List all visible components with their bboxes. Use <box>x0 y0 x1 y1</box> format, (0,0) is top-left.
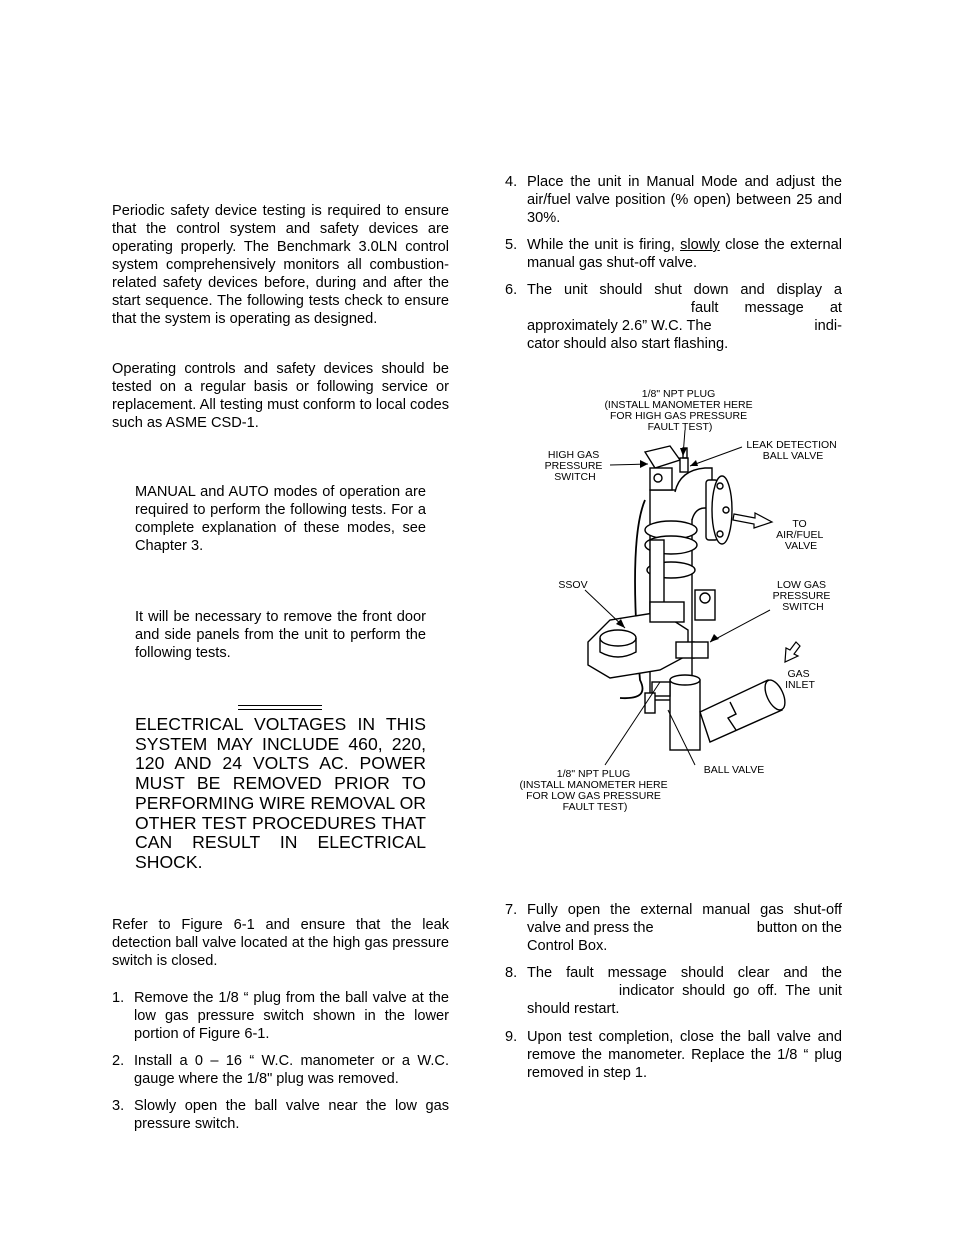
label-line: VALVE <box>784 540 818 552</box>
step-line: should restart. <box>527 1001 620 1017</box>
step-number: 2. <box>112 1053 125 1069</box>
step-text: Upon test completion, close the ball valve and remove the manometer. Replace the 1/8 “ plug removed in step 1. <box>527 1029 842 1081</box>
list-item <box>505 901 842 955</box>
label-line: HIGH GAS <box>547 449 600 461</box>
label-line: SSOV <box>558 579 588 591</box>
low-gas-label <box>773 579 834 613</box>
step-line: fault message at <box>690 300 842 316</box>
label-line: (INSTALL MANOMETER HERE <box>519 779 668 791</box>
label-line: SWITCH <box>554 471 596 483</box>
step-number: 7. <box>505 902 518 918</box>
label-line: BALL VALVE <box>703 764 765 776</box>
step-line: Control Box. <box>527 938 608 954</box>
step-text: Slowly open the ball valve near the low gas pressure switch. <box>134 1098 449 1132</box>
label-line: AIR/FUEL <box>776 529 823 541</box>
ball-valve-label <box>704 764 765 776</box>
step-text: Place the unit in Manual Mode and adjust the air/fuel valve position (% open) between 25 and 30%. <box>527 174 842 226</box>
list-item <box>112 1097 449 1133</box>
step-number: 5. <box>505 237 518 253</box>
high-gas-label <box>545 449 606 483</box>
label-line: PRESSURE <box>772 590 831 602</box>
step-line: approximately 2.6” W.C. The <box>527 318 712 334</box>
label-line: BALL VALVE <box>762 450 824 462</box>
npt-high-label <box>604 388 755 433</box>
step-text-part: While the unit is firing, <box>527 237 681 253</box>
npt-low-label <box>519 768 670 813</box>
label-line: LEAK DETECTION <box>746 439 837 451</box>
electrical-warning: ELECTRICAL VOLTAGES IN THIS SYSTEM MAY INCLUDE 460, 220, 120 AND 24 VOLTS AC. POWER MUST BE REMOVED PRIOR TO PERFORMING WIRE REMOVAL OR OTHER TEST PROCEDURES THAT CAN RESULT IN ELECTRICAL SHOCK. <box>135 714 426 872</box>
step-text-part: close the external manual gas shut-off valve. <box>527 237 842 271</box>
label-line: GAS <box>787 668 810 680</box>
step-line: cator should also start flashing. <box>527 336 729 352</box>
step-line: button on the <box>756 920 842 936</box>
list-item <box>505 964 842 1018</box>
step-line: indi- <box>814 318 842 334</box>
step-number: 1. <box>112 990 125 1006</box>
to-airfuel-label <box>776 518 826 552</box>
step-number: 8. <box>505 965 518 981</box>
step-text <box>527 901 842 955</box>
list-item <box>112 989 449 1043</box>
label-line: FOR HIGH GAS PRESSURE <box>609 410 748 422</box>
label-line: PRESSURE <box>544 460 603 472</box>
label-line: TO <box>792 518 807 530</box>
modes-note: MANUAL and AUTO modes of operation are required to perform the following tests. For a complete explanation of these modes, see Chapter 3. <box>135 484 426 554</box>
step-text <box>527 964 842 1018</box>
list-item <box>505 1028 842 1082</box>
label-line: SWITCH <box>782 601 824 613</box>
step-text: Remove the 1/8 “ plug from the ball valve at the low gas pressure switch shown in the lower portion of Figure 6-1. <box>134 990 449 1042</box>
gas-inlet-label <box>785 668 815 691</box>
label-line: FOR LOW GAS PRESSURE <box>526 790 661 802</box>
label-line: FAULT TEST) <box>562 801 628 813</box>
step-text <box>527 281 842 353</box>
list-item <box>505 173 842 227</box>
list-item <box>505 281 842 353</box>
testing-paragraph: Operating controls and safety devices should be tested on a regular basis or following service or replacement. All testing must conform to local codes such as ASME CSD-1. <box>112 361 449 431</box>
leak-detection-label <box>746 439 839 462</box>
step-text: Install a 0 – 16 “ W.C. manometer or a W.C. gauge where the 1/8" plug was removed. <box>134 1053 449 1087</box>
underlined-word: slowly <box>680 237 720 253</box>
refer-paragraph: Refer to Figure 6-1 and ensure that the leak detection ball valve located at the high gas pressure switch is closed. <box>112 917 449 969</box>
step-number: 4. <box>505 174 518 190</box>
label-line: INLET <box>785 679 815 691</box>
label-line: FAULT TEST) <box>647 421 713 433</box>
step-line: Fully open the external manual gas shut-off <box>527 902 842 918</box>
step-line: The unit should shut down and display a <box>527 282 842 298</box>
list-item <box>505 236 842 272</box>
label-line: LOW GAS <box>777 579 827 591</box>
label-line: 1/8" NPT PLUG <box>556 768 631 780</box>
high-gas-switch <box>645 446 680 468</box>
panels-note: It will be necessary to remove the front door and side panels from the unit to perform the following tests. <box>135 609 426 661</box>
gas-train-figure <box>500 380 860 820</box>
list-item <box>112 1052 449 1088</box>
warning-rule <box>238 705 322 710</box>
low-gas-switch <box>695 590 715 620</box>
label-line: (INSTALL MANOMETER HERE <box>604 399 753 411</box>
intro-paragraph: Periodic safety device testing is required to ensure that the control system and safety devices are operating properly. The Benchmark 3.0LN control system comprehensively monitors all combustion-related safety devices before, during and after the start sequence. The following tests check to ensure that the system is operating as designed. <box>112 203 449 327</box>
step-text <box>527 236 842 272</box>
step-line: The fault message should clear and the <box>527 965 842 981</box>
step-number: 9. <box>505 1029 518 1045</box>
step-line: valve and press the <box>527 920 654 936</box>
label-line: 1/8" NPT PLUG <box>641 388 716 400</box>
ssov-label <box>558 579 587 591</box>
step-number: 3. <box>112 1098 125 1114</box>
step-number: 6. <box>505 282 518 298</box>
step-line: indicator should go off. The unit <box>618 983 842 999</box>
